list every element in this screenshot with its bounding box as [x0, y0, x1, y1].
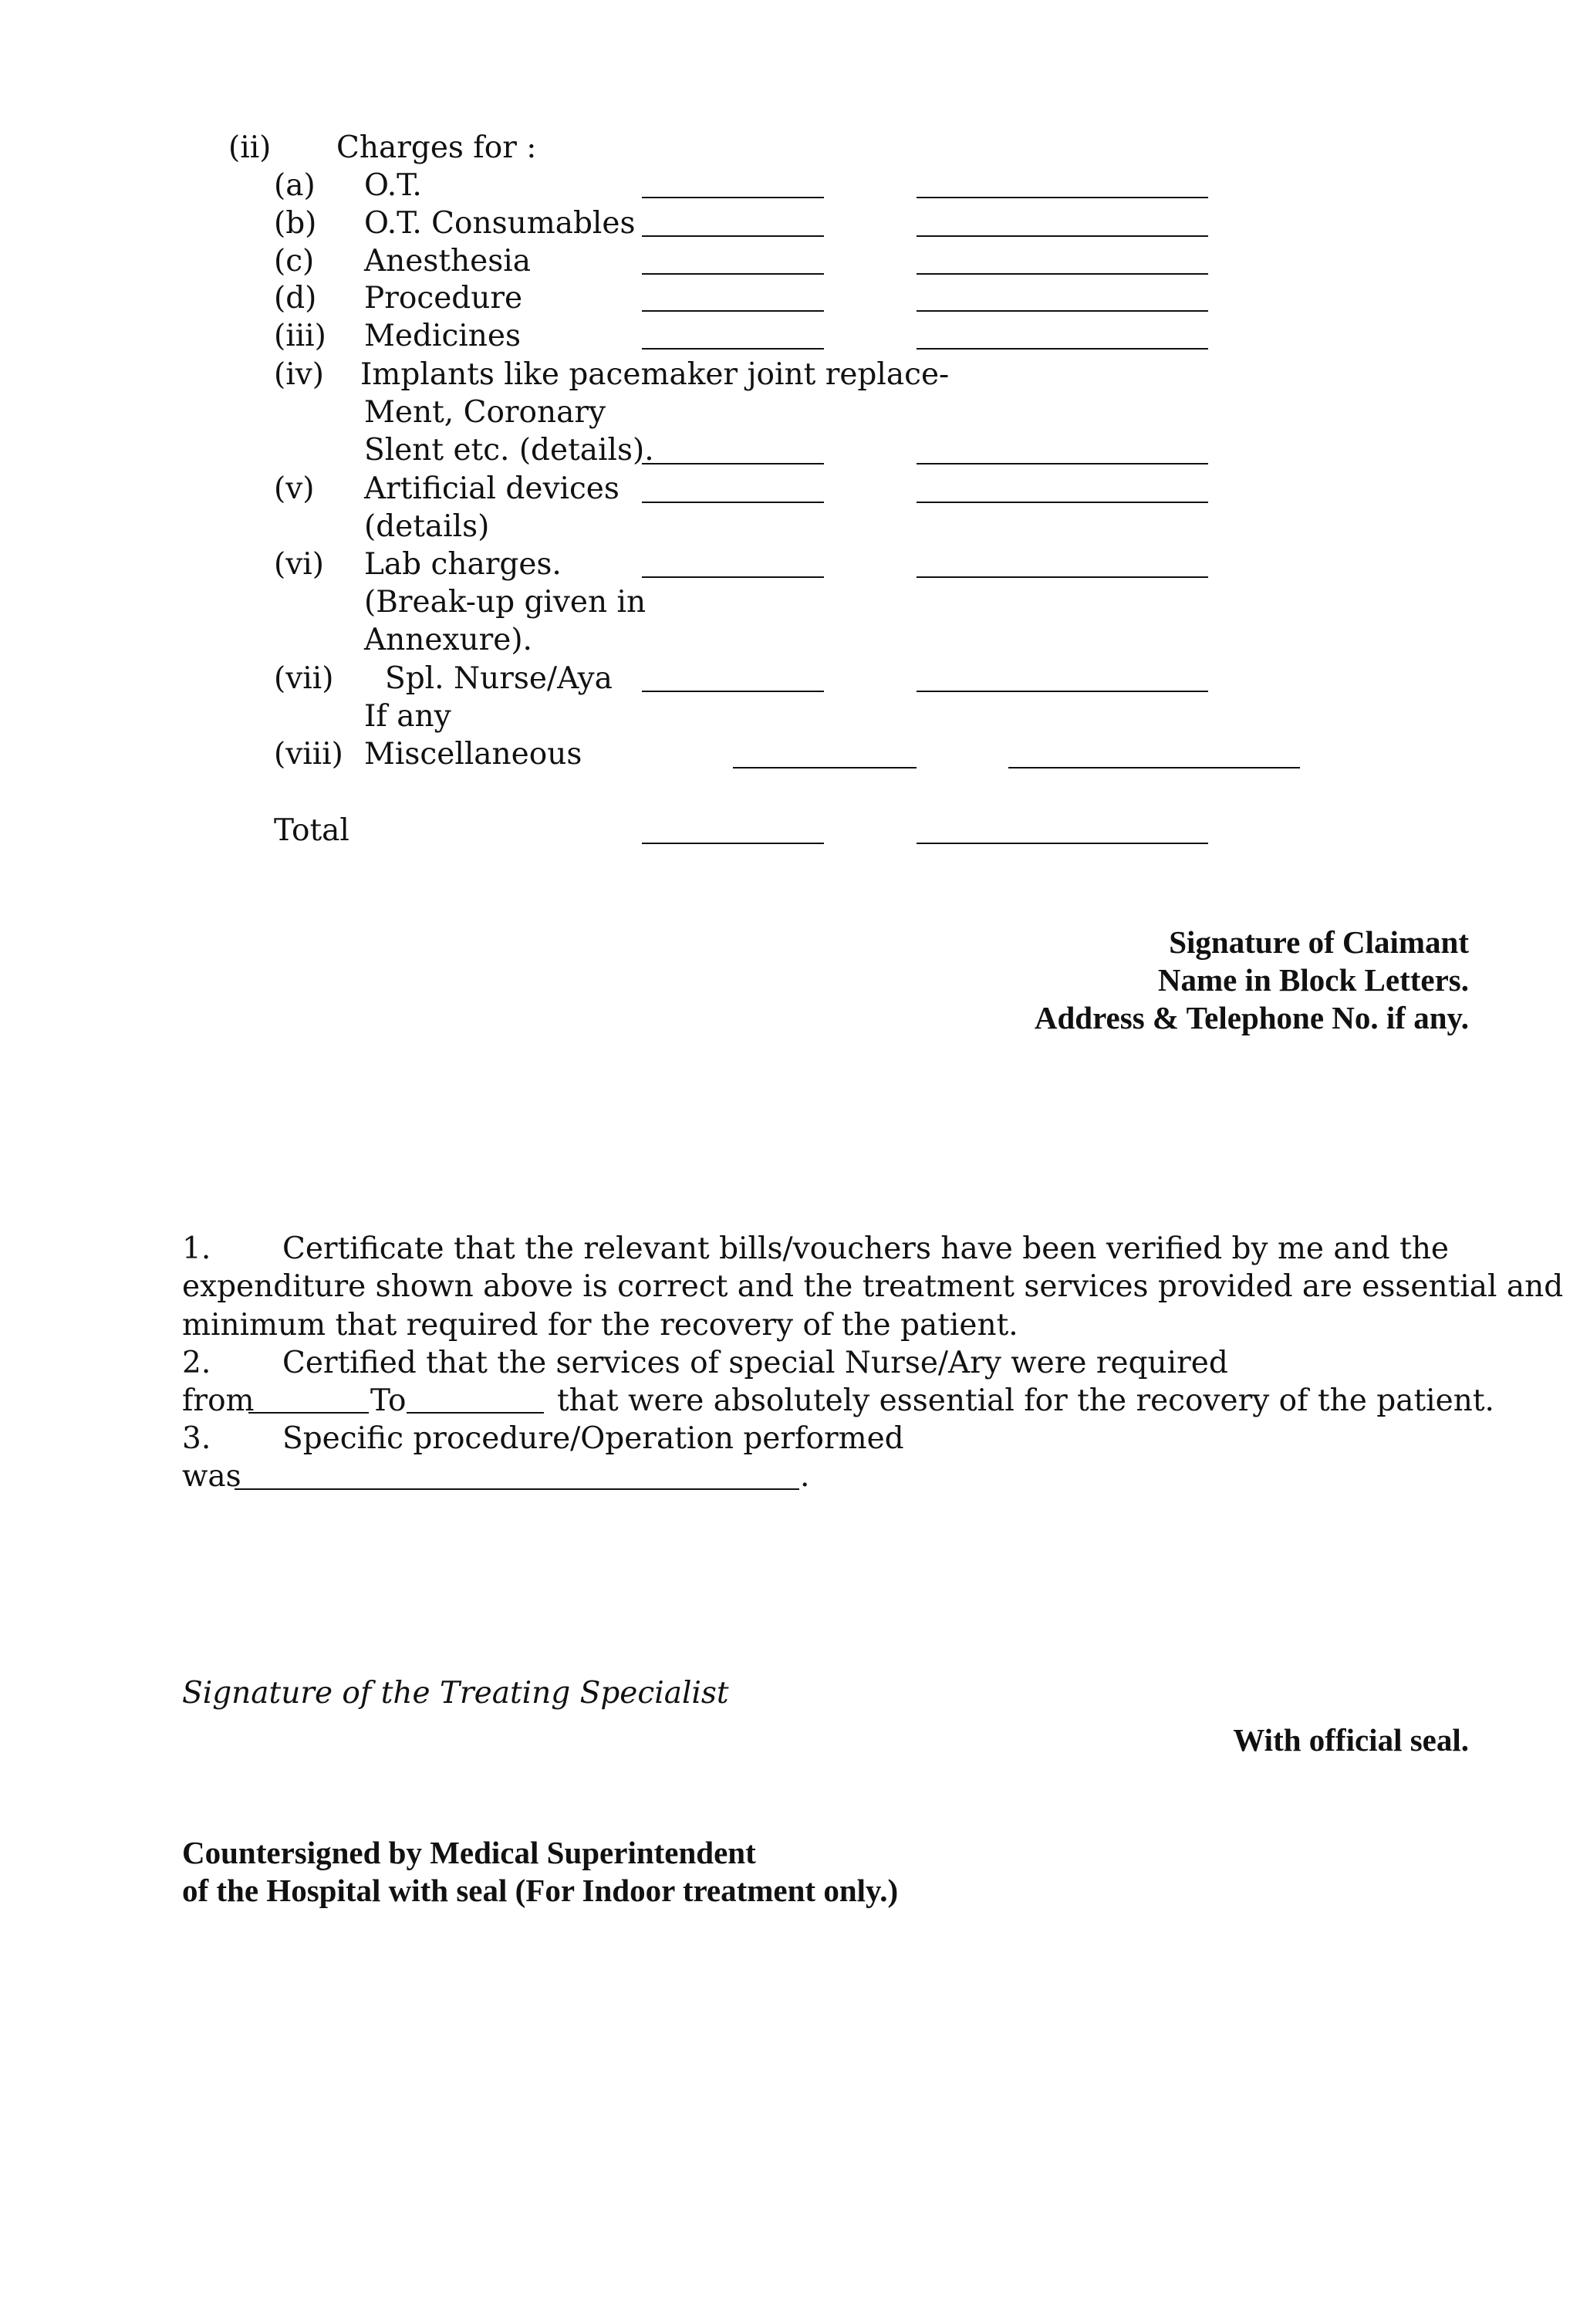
certificate-2-text: Certified that the services of special Nurse/Ary were required — [282, 1346, 1228, 1380]
item-number-iii: (iii) — [274, 319, 326, 353]
item-label-implants: Implants like pacemaker joint replace- — [360, 357, 950, 392]
certificate-1-text: Certificate that the relevant bills/vouchers have been verified by me and the — [282, 1231, 1450, 1266]
item-label-ot: O.T. — [364, 168, 422, 203]
ot-consumables-blank-1[interactable] — [642, 235, 824, 237]
nurse-to-date-blank[interactable] — [407, 1412, 544, 1414]
procedure-blank-2[interactable] — [917, 310, 1208, 312]
implants-blank-2[interactable] — [917, 463, 1208, 464]
certificate-3-period: . — [800, 1459, 810, 1494]
total-blank-2[interactable] — [917, 843, 1208, 844]
nurse-from-date-blank[interactable] — [248, 1412, 369, 1414]
lab-charges-blank-1[interactable] — [642, 576, 824, 578]
item-number-b: (b) — [274, 206, 317, 241]
certificate-1-text-line3: minimum that required for the recovery of the patient. — [182, 1308, 1018, 1343]
medicines-blank-2[interactable] — [917, 348, 1208, 350]
artificial-devices-blank-1[interactable] — [642, 502, 824, 503]
item-number-vii: (vii) — [274, 661, 334, 696]
item-label-spl-nurse: Spl. Nurse/Aya — [385, 661, 613, 696]
charges-heading-number: (ii) — [228, 130, 272, 165]
item-label-ot-consumables: O.T. Consumables — [364, 206, 636, 241]
certificate-2-number: 2. — [182, 1346, 211, 1380]
miscellaneous-blank-2[interactable] — [1008, 767, 1300, 768]
total-label: Total — [274, 813, 349, 848]
item-label-lab-charges-line3: Annexure). — [364, 623, 532, 657]
item-number-v: (v) — [274, 471, 315, 506]
certificate-1-text-line2: expenditure shown above is correct and the treatment services provided are essential and — [182, 1269, 1564, 1304]
item-label-implants-line2: Ment, Coronary — [364, 395, 606, 430]
item-label-implants-line3: Slent etc. (details). — [364, 433, 654, 468]
anesthesia-blank-2[interactable] — [917, 273, 1208, 275]
item-number-vi: (vi) — [274, 547, 324, 582]
item-label-artificial-devices: Artificial devices — [364, 471, 620, 506]
certificate-2-text-rest: that were absolutely essential for the recovery of the patient. — [557, 1383, 1494, 1418]
implants-blank-1[interactable] — [642, 463, 824, 464]
official-seal-label: With official seal. — [1233, 1722, 1469, 1758]
claimant-name-label: Name in Block Letters. — [1157, 962, 1469, 998]
item-label-miscellaneous: Miscellaneous — [364, 737, 582, 772]
total-blank-1[interactable] — [642, 843, 824, 844]
charges-heading: Charges for : — [336, 130, 537, 165]
ot-consumables-blank-2[interactable] — [917, 235, 1208, 237]
item-label-anesthesia: Anesthesia — [364, 244, 531, 279]
certificate-3-number: 3. — [182, 1421, 211, 1456]
ot-amount-blank-2[interactable] — [917, 197, 1208, 198]
artificial-devices-blank-2[interactable] — [917, 502, 1208, 503]
item-label-medicines: Medicines — [364, 319, 521, 353]
countersigned-label: Countersigned by Medical Superintendent — [182, 1835, 756, 1870]
item-number-d: (d) — [274, 281, 317, 316]
claimant-address-label: Address & Telephone No. if any. — [1034, 1000, 1469, 1035]
item-label-procedure: Procedure — [364, 281, 523, 316]
claimant-signature-label: Signature of Claimant — [1169, 924, 1469, 960]
miscellaneous-blank-1[interactable] — [733, 767, 917, 768]
specialist-signature-label: Signature of the Treating Specialist — [182, 1676, 729, 1711]
certificate-2-from-label: from — [182, 1383, 255, 1418]
item-number-viii: (viii) — [274, 737, 343, 772]
item-label-spl-nurse-line2: If any — [364, 699, 451, 734]
ot-amount-blank-1[interactable] — [642, 197, 824, 198]
certificate-3-was-label: was — [182, 1459, 241, 1494]
item-label-lab-charges: Lab charges. — [364, 547, 562, 582]
item-number-iv: (iv) — [274, 357, 324, 392]
item-number-a: (a) — [274, 168, 316, 203]
medicines-blank-1[interactable] — [642, 348, 824, 350]
certificate-3-text: Specific procedure/Operation performed — [282, 1421, 904, 1456]
spl-nurse-blank-2[interactable] — [917, 691, 1208, 692]
certificate-1-number: 1. — [182, 1231, 211, 1266]
anesthesia-blank-1[interactable] — [642, 273, 824, 275]
item-label-artificial-devices-line2: (details) — [364, 509, 490, 544]
spl-nurse-blank-1[interactable] — [642, 691, 824, 692]
countersigned-label-line2: of the Hospital with seal (For Indoor treatment only.) — [182, 1873, 899, 1908]
item-label-lab-charges-line2: (Break-up given in — [364, 585, 647, 620]
procedure-performed-blank[interactable] — [235, 1488, 799, 1490]
procedure-blank-1[interactable] — [642, 310, 824, 312]
certificate-2-to-label: To — [370, 1383, 407, 1418]
lab-charges-blank-2[interactable] — [917, 576, 1208, 578]
item-number-c: (c) — [274, 244, 315, 279]
